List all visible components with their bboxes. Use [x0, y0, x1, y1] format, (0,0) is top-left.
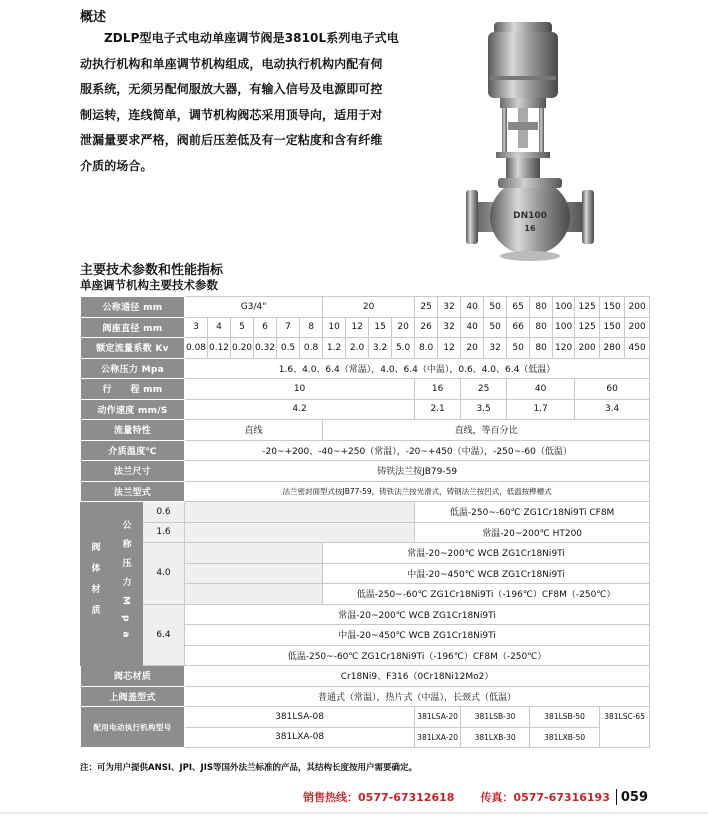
cell: 381LSB-30 — [461, 707, 530, 728]
cell: 381LXB-50 — [530, 727, 600, 748]
cell: 3.4 — [575, 399, 650, 420]
label-kv: 额定流量系数 Kv — [81, 338, 185, 359]
cell: 20 — [323, 297, 415, 318]
cell: 0.20 — [231, 338, 254, 359]
cell: 常温-20~200℃ HT200 — [415, 522, 650, 543]
cell: 法兰密封面型式按JB77-59，铸铁法兰按光滑式，铸钢法兰按凹式，低温按榫槽式 — [185, 481, 650, 502]
cell: 26 — [415, 317, 438, 338]
cell-empty — [185, 522, 415, 543]
row-flow-characteristic — [81, 420, 650, 441]
label-stroke: 行 程 mm — [81, 379, 185, 400]
cell: 80 — [530, 317, 553, 338]
row-speed — [81, 399, 650, 420]
cell: 40 — [507, 379, 575, 400]
cell: 80 — [530, 297, 553, 318]
spec-table — [80, 296, 650, 748]
cell: 381LXA-20 — [415, 727, 461, 748]
cell: 普通式（常温），热片式（中温），长颈式（低温） — [185, 686, 650, 707]
cell: 3 — [185, 317, 208, 338]
cell: 40 — [461, 317, 484, 338]
cell: 20 — [461, 338, 484, 359]
row-medium-temperature — [81, 440, 650, 461]
cell: 100 — [553, 317, 575, 338]
row-pressure — [81, 358, 650, 379]
cell: 8.0 — [415, 338, 438, 359]
label-core-material: 阀芯材质 — [81, 666, 185, 687]
cell: 150 — [600, 317, 625, 338]
cell: 0.8 — [300, 338, 323, 359]
overview-line: 介质的场合。 — [80, 158, 153, 173]
pressure-0.6: 0.6 — [143, 502, 185, 523]
cell: 常温-20~200℃ WCB ZG1Cr18Ni9Ti — [323, 543, 650, 564]
valve-plate-number: 16 — [524, 224, 536, 233]
cell: 120 — [553, 338, 575, 359]
cell: 5.0 — [392, 338, 415, 359]
cell: 200 — [625, 297, 650, 318]
cell: 2.1 — [415, 399, 461, 420]
row-body-material-06 — [81, 502, 650, 523]
cell: 0.08 — [185, 338, 208, 359]
cell: 3.5 — [461, 399, 507, 420]
cell: 25 — [415, 297, 438, 318]
cell: 80 — [530, 338, 553, 359]
overview-line: 动执行机构和单座调节机构组成，电动执行机构内配有伺 — [80, 56, 383, 71]
cell: 200 — [575, 338, 600, 359]
cell: 铸铁法兰按JB79-59 — [185, 461, 650, 482]
cell: 50 — [484, 317, 507, 338]
cell: 150 — [600, 297, 625, 318]
cell: 7 — [277, 317, 300, 338]
section-title: 主要技术参数和性能指标 — [80, 263, 224, 278]
cell-empty — [185, 563, 323, 584]
cell: 25 — [461, 379, 507, 400]
label-nominal-diameter: 公称通径 mm — [81, 297, 185, 318]
footer-divider — [616, 789, 617, 805]
cell: 10 — [323, 317, 346, 338]
cell: 4.2 — [185, 399, 415, 420]
sales-hotline: 销售热线：0577-67312618 — [303, 791, 455, 804]
row-stroke — [81, 379, 650, 400]
cell: 中温-20~450℃ WCB ZG1Cr18Ni9Ti — [323, 563, 650, 584]
cell: 低温-250~-60℃ ZG1Cr18Ni9Ti（-196℃）CF8M（-250℃） — [323, 584, 650, 605]
cell: 20 — [392, 317, 415, 338]
row-flange-type — [81, 481, 650, 502]
label-nominal-pressure-vertical: 公称压力Mpa — [109, 502, 143, 666]
cell: 60 — [575, 379, 650, 400]
valve-plate-text: DN100 — [513, 211, 547, 221]
pressure-1.6: 1.6 — [143, 522, 185, 543]
page-number: 059 — [620, 789, 648, 805]
label-medium-temperature: 介质温度℃ — [81, 440, 185, 461]
cell: 直线 — [185, 420, 323, 441]
cell: 125 — [575, 297, 600, 318]
overview-line: ZDLP型电子式电动单座调节阀是3810L系列电子式电 — [104, 31, 399, 45]
cell-empty — [185, 502, 415, 523]
cell: 低温-250~-60℃ ZG1Cr18Ni9Ti（-196℃）CF8M（-250℃） — [185, 645, 650, 666]
bottom-rule — [0, 812, 708, 814]
label-body-material: 阀体材质 — [81, 502, 109, 666]
cell: 450 — [625, 338, 650, 359]
row-nominal-diameter — [81, 297, 650, 318]
label-flow-characteristic: 流量特性 — [81, 420, 185, 441]
cell: 32 — [438, 297, 461, 318]
cell: 16 — [415, 379, 461, 400]
pressure-4.0: 4.0 — [143, 543, 185, 605]
row-body-material-64-a — [81, 604, 650, 625]
cell: Cr18Ni9、F316（0Cr18Ni12Mo2） — [185, 666, 650, 687]
cell: 1.7 — [507, 399, 575, 420]
row-body-material-40-a — [81, 543, 650, 564]
cell: 381LSA-20 — [415, 707, 461, 728]
label-actuator: 配用电动执行机构型号 — [81, 707, 185, 748]
label-seat-diameter: 阀座直径 mm — [81, 317, 185, 338]
label-flange-size: 法兰尺寸 — [81, 461, 185, 482]
cell: 4 — [208, 317, 231, 338]
cell: 32 — [438, 317, 461, 338]
cell: 8 — [300, 317, 323, 338]
footer — [303, 789, 648, 805]
cell: 40 — [461, 297, 484, 318]
cell: 32 — [484, 338, 507, 359]
cell: 200 — [625, 317, 650, 338]
label-speed: 动作速度 mm/S — [81, 399, 185, 420]
cell: 381LSB-50 — [530, 707, 600, 728]
cell: 280 — [600, 338, 625, 359]
cell: 5 — [231, 317, 254, 338]
cell: 50 — [484, 297, 507, 318]
row-body-material-16 — [81, 522, 650, 543]
label-flange-type: 法兰型式 — [81, 481, 185, 502]
cell: 12 — [346, 317, 369, 338]
cell: 50 — [507, 338, 530, 359]
overview-line: 泄漏量要求严格，阀前后压差低及有一定粘度和含有纤维 — [80, 133, 383, 147]
cell: 0.5 — [277, 338, 300, 359]
cell: 直线，等百分比 — [323, 420, 650, 441]
cell: 低温-250~-60℃ ZG1Cr18Ni9Ti CF8M — [415, 502, 650, 523]
overview-heading: 概述 — [80, 10, 107, 25]
cell: 381LSA-08 — [185, 707, 415, 728]
cell: -20~+200、-40~+250（常温），-20~+450（中温），-250~-60（低温） — [185, 440, 650, 461]
row-seat-diameter — [81, 317, 650, 338]
overview-line: 制运转，连线简单，调节机构阀芯采用顶导向，适用于对 — [80, 107, 383, 122]
section-subtitle: 单座调节机构主要技术参数 — [80, 278, 218, 292]
overview-text — [80, 26, 405, 179]
cell: 0.12 — [208, 338, 231, 359]
cell: 10 — [185, 379, 415, 400]
cell: 381LXA-08 — [185, 727, 415, 748]
fax-number: 传真：0577-67316193 — [480, 791, 610, 804]
cell: 65 — [507, 297, 530, 318]
cell: 15 — [369, 317, 392, 338]
row-kv — [81, 338, 650, 359]
cell: 12 — [438, 338, 461, 359]
cell: 381LSC-65 — [600, 707, 650, 748]
pressure-6.4: 6.4 — [143, 604, 185, 666]
cell: 100 — [553, 297, 575, 318]
row-bonnet — [81, 686, 650, 707]
cell: 125 — [575, 317, 600, 338]
cell: 2.0 — [346, 338, 369, 359]
cell: 中温-20~450℃ WCB ZG1Cr18Ni9Ti — [185, 625, 650, 646]
cell: 6 — [254, 317, 277, 338]
cell: G3/4" — [185, 297, 323, 318]
cell-empty — [185, 543, 323, 564]
cell: 0.32 — [254, 338, 277, 359]
cell: 常温-20~200℃ WCB ZG1Cr18Ni9Ti — [185, 604, 650, 625]
label-bonnet: 上阀盖型式 — [81, 686, 185, 707]
row-flange-size — [81, 461, 650, 482]
row-actuator-a — [81, 707, 650, 728]
label-pressure: 公称压力 Mpa — [81, 358, 185, 379]
cell: 1.6、4.0、6.4（常温），4.0、6.4（中温），0.6、4.0、6.4（低温） — [185, 358, 650, 379]
cell: 3.2 — [369, 338, 392, 359]
row-core-material — [81, 666, 650, 687]
overview-line: 服系统，无须另配伺服放大器，有输入信号及电源即可控 — [80, 82, 383, 96]
cell-empty — [185, 584, 323, 605]
cell: 1.2 — [323, 338, 346, 359]
footnote: 注：可为用户提供ANSI、JPI、JIS等国外法兰标准的产品，其结构长度按用户需要确定。 — [80, 763, 417, 773]
cell: 381LXB-30 — [461, 727, 530, 748]
valve-product-image — [460, 18, 600, 263]
cell: 66 — [507, 317, 530, 338]
